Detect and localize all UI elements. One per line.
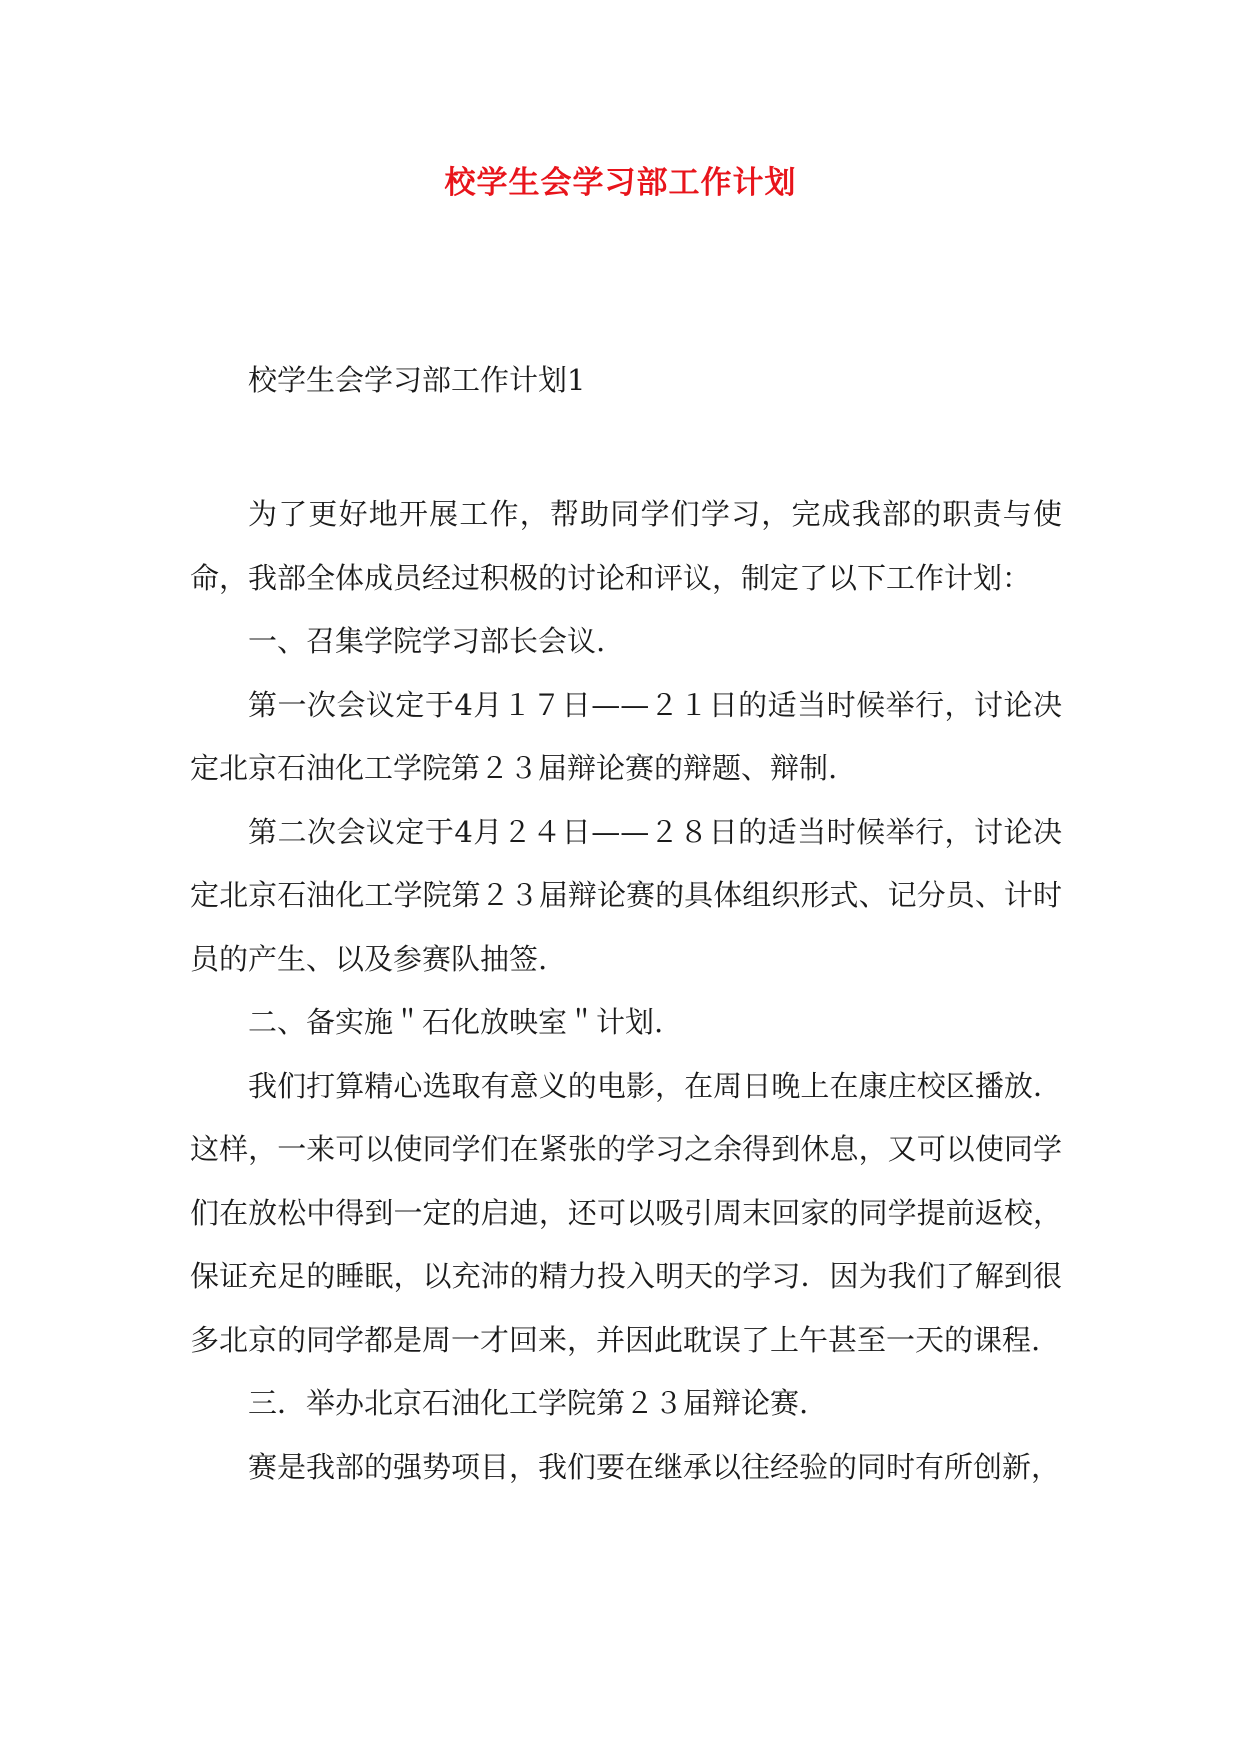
- paragraph-item-1: 一、召集学院学习部长会议.: [248, 624, 606, 658]
- document-title: 校学生会学习部工作计划: [444, 165, 797, 201]
- paragraph-meeting-2: 第二次会议定于4月２４日——２８日的适当时候举行，讨论决定北京石油化工学院第２３届辩论赛的具体组织形式、记分员、计时员的产生、以及参赛队抽签.: [190, 814, 1062, 976]
- paragraph-debate: 赛是我部的强势项目，我们要在继承以往经验的同时有所创新，: [248, 1449, 1061, 1484]
- paragraph-meeting-1: 第一次会议定于4月１７日——２１日的适当时候举行，讨论决定北京石油化工学院第２３届辩论赛的辩题、辩制.: [190, 687, 1062, 785]
- document-body: [190, 483, 1062, 1499]
- section-heading: 校学生会学习部工作计划1: [248, 363, 586, 397]
- paragraph-item-3: 三．举办北京石油化工学院第２３届辩论赛.: [248, 1386, 809, 1420]
- paragraph-item-2: 二、备实施＂石化放映室＂计划.: [248, 1005, 664, 1039]
- paragraph-intro: 为了更好地开展工作，帮助同学们学习，完成我部的职责与使命，我部全体成员经过积极的讨论和评议，制定了以下工作计划：: [190, 497, 1062, 595]
- paragraph-movie-plan: 我们打算精心选取有意义的电影，在周日晚上在康庄校区播放．这样，一来可以使同学们在紧张的学习之余得到休息，又可以使同学们在放松中得到一定的启迪，还可以吸引周末回家的同学提前返校，保证充足的睡眠，以充沛的精力投入明天的学习．因为我们了解到很多北京的同学都是周一才回来，并因此耽误了上午甚至一天的课程.: [190, 1068, 1062, 1357]
